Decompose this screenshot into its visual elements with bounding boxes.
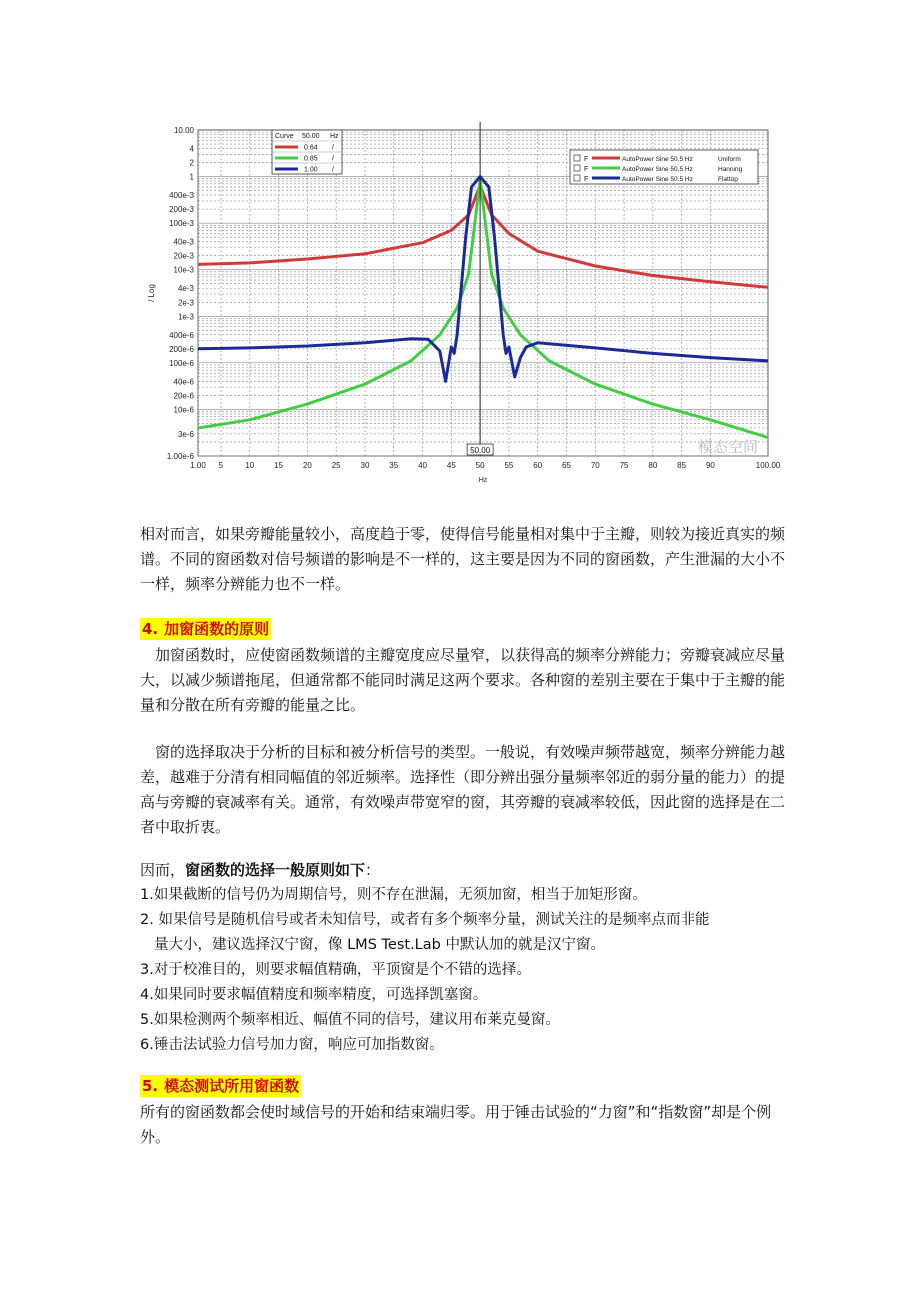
y-axis-label: / Log <box>147 284 156 302</box>
section-5-number: 5. <box>142 1077 159 1095</box>
x-tick-label: 15 <box>274 461 284 470</box>
y-tick-label: 200e-3 <box>169 205 194 215</box>
y-tick-label: 400e-3 <box>169 191 194 201</box>
rules-intro-prefix: 因而， <box>140 861 186 879</box>
section-5-heading <box>140 1075 301 1097</box>
x-tick-label: 80 <box>648 461 658 470</box>
y-tick-label: 1.00e-6 <box>166 452 194 461</box>
x-tick-label: 20 <box>302 461 312 470</box>
cursor-table-value: 0.85 <box>304 155 318 163</box>
y-tick-label: 10e-6 <box>173 405 194 415</box>
y-tick-label: 40e-6 <box>173 377 194 387</box>
section-4-number: 4. <box>142 620 159 638</box>
y-tick-label: 10.00 <box>173 126 194 135</box>
x-tick-label: 45 <box>446 461 456 470</box>
y-tick-label: 2e-3 <box>177 298 194 308</box>
cursor-table-unit: / <box>332 155 334 163</box>
y-tick-label: 200e-6 <box>169 344 194 354</box>
spectrum-chart <box>140 118 780 490</box>
y-tick-label: 4 <box>189 144 194 154</box>
legend-flag: F <box>584 166 589 173</box>
rule-item-1: 1.如果截断的信号仍为周期信号，则不存在泄漏，无须加窗，相当于加矩形窗。 <box>140 887 647 903</box>
rule-item-5: 5.如果检测两个频率相近、幅值不同的信号，建议用布莱克曼窗。 <box>140 1012 560 1028</box>
cursor-table-unit: / <box>332 144 334 152</box>
cursor-table-value: 1.00 <box>304 166 318 174</box>
x-tick-label: 55 <box>504 461 514 470</box>
section-4-title: 加窗函数的原则 <box>164 620 270 638</box>
paragraph-window-principle: 加窗函数时，应使窗函数频谱的主瓣宽度应尽量窄，以获得高的频率分辨能力；旁瓣衰减应尽量大，以减少频谱拖尾，但通常都不能同时满足这两个要求。各种窗的差别主要在于集中于主瓣的能量和分散在所有旁瓣的能量之比。 <box>140 646 786 714</box>
paragraph-leakage: 相对而言，如果旁瓣能量较小，高度趋于零，使得信号能量相对集中于主瓣，则较为接近真实的频谱。不同的窗函数对信号频谱的影响是不一样的，这主要是因为不同的窗函数，产生泄漏的大小不一样，频率分辨能力也不一样。 <box>140 525 786 593</box>
y-tick-label: 3e-6 <box>177 429 194 439</box>
legend-window-name: Uniform <box>718 156 741 163</box>
y-tick-label: 100e-3 <box>169 219 194 229</box>
legend-series-name: AutoPower Sine 50.5 Hz <box>622 176 693 183</box>
legend-flag: F <box>584 156 589 163</box>
rule-item-4: 4.如果同时要求幅值精度和频率精度，可选择凯塞窗。 <box>140 987 488 1003</box>
legend-window-name: Flattop <box>718 176 738 183</box>
x-tick-label: 70 <box>590 461 600 470</box>
x-tick-label: 25 <box>331 461 341 470</box>
rules-intro <box>140 858 790 883</box>
y-tick-label: 10e-3 <box>173 265 194 275</box>
x-tick-label: 60 <box>533 461 543 470</box>
rule-item-6: 6.锤击法试验力信号加力窗，响应可加指数窗。 <box>140 1037 444 1053</box>
x-tick-label: 30 <box>360 461 370 470</box>
cursor-label: 50.00 <box>470 446 491 455</box>
legend-series-name: AutoPower Sine 50.5 Hz <box>622 156 693 163</box>
rule-item-2-cont: 量大小，建议选择汉宁窗，像 LMS Test.Lab 中默认加的就是汉宁窗。 <box>154 937 605 953</box>
x-tick-label: 50 <box>475 461 485 470</box>
x-tick-label: 40 <box>418 461 427 470</box>
section-5-title: 模态测试所用窗函数 <box>164 1077 300 1095</box>
paragraph-window-selection: 窗的选择取决于分析的目标和被分析信号的类型。一般说，有效噪声频带越宽，频率分辨能力越差，越难于分清有相同幅值的邻近频率。选择性（即分辨出强分量频率邻近的弱分量的能力）的提高与旁瓣的衰减率有关。通常，有效噪声带宽窄的窗，其旁瓣的衰减率较低，因此窗的选择是在二者中取折衷。 <box>140 743 786 836</box>
y-tick-label: 20e-3 <box>173 251 194 261</box>
y-tick-label: 1 <box>189 172 194 182</box>
cursor-table-value: 0.64 <box>304 144 318 152</box>
rule-item-2: 2. 如果信号是随机信号或者未知信号，或者有多个频率分量，测试关注的是频率点而非能 <box>140 912 710 928</box>
legend-checkbox <box>574 165 580 171</box>
legend-flag: F <box>584 176 589 183</box>
x-tick-label: 5 <box>218 461 224 470</box>
y-tick-label: 1e-3 <box>177 312 194 322</box>
cursor-table-header: Hz <box>330 133 339 140</box>
plot-area <box>147 122 780 484</box>
x-tick-label: 10 <box>245 461 255 470</box>
y-tick-label: 100e-6 <box>169 358 194 368</box>
x-tick-label: 90 <box>705 461 715 470</box>
y-tick-label: 400e-6 <box>169 330 194 340</box>
rules-intro-suffix: ： <box>365 861 381 879</box>
x-tick-label: 35 <box>389 461 399 470</box>
cursor-table-header: 50.00 <box>302 133 320 140</box>
x-tick-label: 100.00 <box>755 461 780 470</box>
y-tick-label: 20e-6 <box>173 391 194 401</box>
y-tick-label: 4e-3 <box>177 284 194 294</box>
y-tick-label: 2 <box>189 158 194 168</box>
rule-item-3: 3.对于校准目的，则要求幅值精确，平顶窗是个不错的选择。 <box>140 962 531 978</box>
x-tick-label: 75 <box>619 461 629 470</box>
paragraph-modal-windows: 所有的窗函数都会使时域信号的开始和结束端归零。用于锤击试验的“力窗”和“指数窗”却是个例外。 <box>140 1103 772 1146</box>
section-4-heading <box>140 618 271 640</box>
x-tick-label: 65 <box>562 461 571 470</box>
legend-series-name: AutoPower Sine 50.5 Hz <box>622 166 693 173</box>
legend-checkbox <box>574 175 580 181</box>
x-tick-label: 85 <box>677 461 687 470</box>
x-tick-label: 1.00 <box>190 461 206 470</box>
legend-window-name: Hanning <box>718 166 743 173</box>
rules-intro-bold: 窗函数的选择一般原则如下 <box>185 861 366 879</box>
y-tick-label: 40e-3 <box>173 237 194 247</box>
cursor-table-header: Curve <box>275 133 294 140</box>
watermark: 模态空间 <box>697 438 758 456</box>
rules-list <box>140 883 790 1058</box>
x-axis-label: Hz <box>478 477 488 484</box>
legend-checkbox <box>574 155 580 161</box>
cursor-table-unit: / <box>332 166 334 174</box>
